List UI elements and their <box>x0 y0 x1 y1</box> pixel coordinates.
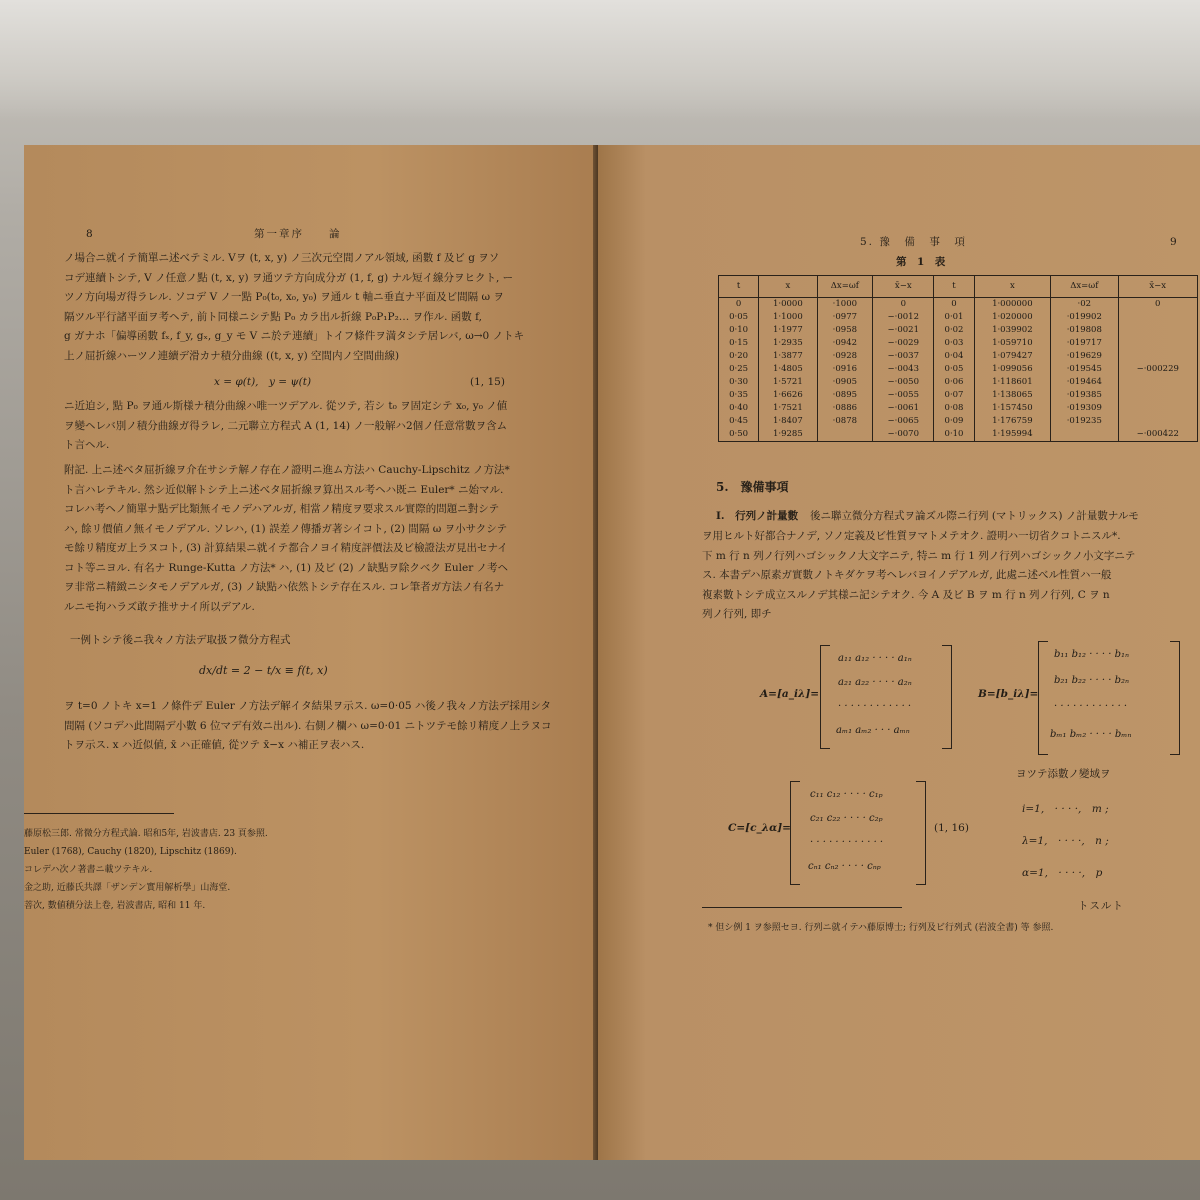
table-cell: 1·3877 <box>759 350 817 363</box>
text-line: ニ近迫シ, 點 P₀ ヲ通ル斯様ナ積分曲線ハ唯一ツデアル. 從ツテ, 若シ t₀ ヲ固定シテ x₀, y₀ ノ値 <box>64 400 508 412</box>
text-line: ト言ヘル. <box>64 439 110 451</box>
footnote: 菩次, 數値積分法上卷, 岩波書店, 昭和 11 年. <box>24 901 206 911</box>
table-cell <box>1118 389 1197 402</box>
matrix-a-row: a₂₁ a₂₂ · · · · a₂ₙ <box>838 677 912 688</box>
right-footnote-rule <box>702 907 902 908</box>
table-row <box>719 324 1198 337</box>
table-cell: 0·35 <box>719 389 759 402</box>
table-cell: 1·7521 <box>759 402 817 415</box>
table-cell: −·0055 <box>873 389 934 402</box>
table-1 <box>718 275 1198 442</box>
table-cell: ·0916 <box>817 363 873 376</box>
table-cell: ·019902 <box>1051 311 1118 324</box>
section-line <box>810 507 1200 527</box>
table-title: 第 1 表 <box>896 256 946 268</box>
example-intro: 一例トシテ後ニ我々ノ方法デ取扱フ微分方程式 <box>70 634 291 646</box>
table-cell: ·019629 <box>1051 350 1118 363</box>
footnote: 金之助, 近藤氏共譯「ザンデン實用解析學」山海堂. <box>24 883 231 893</box>
table-cell: −·0070 <box>873 428 934 442</box>
table-cell: 1·1000 <box>759 311 817 324</box>
table-header-row <box>719 276 1198 298</box>
table-row <box>719 415 1198 428</box>
text-line: モ餘リ精度ガ上ラヌコト, (3) 計算結果ニ就イテ都合ノヨイ精度評價法及ビ檢證法ガ見出セナイ <box>64 542 508 554</box>
footnote: Euler (1768), Cauchy (1820), Lipschitz (1869). <box>24 847 237 857</box>
matrix-a-row: aₘ₁ aₘ₂ · · · aₘₙ <box>836 725 910 736</box>
table-cell: −·0043 <box>873 363 934 376</box>
matrix-a-label: A=[a_iλ]= <box>760 688 820 700</box>
table-cell <box>1051 428 1118 442</box>
matrix-b-row: b₂₁ b₂₂ · · · · b₂ₙ <box>1054 675 1130 686</box>
table-cell: 1·118601 <box>974 376 1051 389</box>
footnote: 藤原松三郎. 常微分方程式論. 昭和5年, 岩波書店. 23 頁参照. <box>24 829 268 839</box>
table-cell: ·0886 <box>817 402 873 415</box>
right-footnote: * 但シ例 1 ヲ参照セヨ. 行列ニ就イテハ藤原博士; 行列及ビ行列式 (岩波全書) 等 参照. <box>708 923 1054 933</box>
table-cell: 1·157450 <box>974 402 1051 415</box>
matrix-c-left-bracket <box>790 781 800 885</box>
matrix-c-row: c₂₁ c₂₂ · · · · c₂ₚ <box>810 813 883 824</box>
col-header: x̄−x <box>1118 276 1197 298</box>
table-cell: 1·099056 <box>974 363 1051 376</box>
equation-2: dx/dt = 2 − t/x ≡ f(t, x) <box>199 664 328 677</box>
table-cell: 0·05 <box>719 311 759 324</box>
table-cell: 1·138065 <box>974 389 1051 402</box>
table-cell: 0 <box>934 298 974 312</box>
table-cell: 0·10 <box>934 428 974 442</box>
table-row <box>719 389 1198 402</box>
matrix-a-row: a₁₁ a₁₂ · · · · a₁ₙ <box>838 653 912 664</box>
example-paragraph <box>64 697 594 756</box>
table-cell: ·019235 <box>1051 415 1118 428</box>
table-cell: 0 <box>873 298 934 312</box>
table-cell: 1·176759 <box>974 415 1051 428</box>
left-footnotes <box>24 825 268 915</box>
table-cell: 0·02 <box>934 324 974 337</box>
table-cell: 0·30 <box>719 376 759 389</box>
footnote: コレデハ次ノ著書ニ載ツテキル. <box>24 865 153 875</box>
table-cell: 1·4805 <box>759 363 817 376</box>
col-header: x <box>974 276 1051 298</box>
equation-1-number: (1, 15) <box>470 376 505 388</box>
equation-number-1-16: (1, 16) <box>934 822 969 834</box>
text-line: ヲ t=0 ノトキ x=1 ノ條件デ Euler ノ方法デ解イタ結果ヲ示ス. ω=0·05 ハ後ノ我々ノ方法デ採用シタ <box>64 700 551 712</box>
table-cell: 0·06 <box>934 376 974 389</box>
matrix-b-right-bracket <box>1170 641 1180 755</box>
table-cell: 0·45 <box>719 415 759 428</box>
matrix-b-label: B=[b_iλ]= <box>978 688 1039 700</box>
text-line: 後ニ聯立微分方程式ヲ論ズル際ニ行列 (マトリックス) ノ計量數ナルモ <box>810 510 1139 522</box>
table-cell: 0·03 <box>934 337 974 350</box>
col-header: t <box>934 276 974 298</box>
table-cell: 0·04 <box>934 350 974 363</box>
footnote-rule <box>24 813 174 814</box>
table-cell <box>817 428 873 442</box>
table-cell: 0 <box>1118 298 1197 312</box>
col-header: x <box>759 276 817 298</box>
text-line: ヲ變ヘレバ別ノ積分曲線ガ得ラレ, 二元聯立方程式 A (1, 14) ノ一般解ハ2個ノ任意常數ヲ含ム <box>64 419 508 432</box>
table-cell: 0·10 <box>719 324 759 337</box>
right-page <box>598 145 1200 1160</box>
table-row <box>719 350 1198 363</box>
table-cell <box>1118 415 1197 428</box>
subsection-lead: I. 行列ノ計量數 <box>716 510 799 522</box>
table-cell: 0·40 <box>719 402 759 415</box>
text-line: 間隔 (ソコデハ此間隔デ小數 6 位マデ有效ニ出ル). 右側ノ欄ハ ω=0·01 ニトツテモ餘リ精度ノ上ラヌコ <box>64 719 552 732</box>
text-line: トヲ示ス. x ハ近似値, x̄ ハ正確値, 從ツテ x̄−x ハ補正ヲ表ハス. <box>64 739 365 751</box>
col-header: x̄−x <box>873 276 934 298</box>
left-paragraph-1 <box>64 249 594 366</box>
table-cell <box>1118 311 1197 324</box>
matrix-c-row: cₙ₁ cₙ₂ · · · · cₙₚ <box>808 861 881 872</box>
table-cell: 0·09 <box>934 415 974 428</box>
left-page <box>24 145 608 1160</box>
right-page-header: 5. 豫 備 事 項 <box>860 236 967 248</box>
table-cell: ·0895 <box>817 389 873 402</box>
index-range: i=1, · · · ·, m ; <box>1022 803 1109 815</box>
table-cell: ·019385 <box>1051 389 1118 402</box>
table-cell: 1·9285 <box>759 428 817 442</box>
matrix-c-label: C=[c_λα]= <box>728 822 791 834</box>
table-cell: 1·039902 <box>974 324 1051 337</box>
table-cell: ·0958 <box>817 324 873 337</box>
left-page-number: 8 <box>86 228 93 240</box>
index-note: ヨツテ添數ノ變域ヲ <box>1016 768 1111 780</box>
matrix-b-row: bₘ₁ bₘ₂ · · · · bₘₙ <box>1050 729 1132 740</box>
table-cell: ·019464 <box>1051 376 1118 389</box>
text-line: 列ノ行列, 即チ <box>702 608 772 620</box>
index-range: λ=1, · · · ·, n ; <box>1022 835 1109 847</box>
table-cell <box>1118 402 1197 415</box>
text-line: ハ, 餘リ價値ノ無イモノデアル. ソレハ, (1) 誤差ノ傳播ガ著シイコト, (2) 間隔 ω ヲ小サクシテ <box>64 522 508 535</box>
matrix-c-row: · · · · · · · · · · · · <box>810 837 884 848</box>
right-page-number: 9 <box>1170 236 1177 248</box>
table-cell: ·0928 <box>817 350 873 363</box>
table-cell: −·0029 <box>873 337 934 350</box>
text-line: ルニモ拘ハラズ敢テ推サナイ所以デアル. <box>64 600 255 613</box>
table-cell: ·019808 <box>1051 324 1118 337</box>
table-cell: −·0065 <box>873 415 934 428</box>
text-line: ヲ非常ニ精緻ニシタモノデアルガ, (3) ノ缺點ハ依然トシテ存在スル. コレ筆者ガ方法ノ有名ナ <box>64 581 505 593</box>
table-cell: 0 <box>719 298 759 312</box>
table-cell: −·000422 <box>1118 428 1197 442</box>
table-cell: 1·2935 <box>759 337 817 350</box>
text-line: ヲ用ヒルト好都合ナノデ, ソノ定義及ビ性質ヲマトメテオク. 證明ハ一切省クコトニスル*. <box>702 530 1121 542</box>
table-cell: 1·079427 <box>974 350 1051 363</box>
table-cell: 0·25 <box>719 363 759 376</box>
table-cell: ·019309 <box>1051 402 1118 415</box>
table-cell: ·0905 <box>817 376 873 389</box>
text-line: g ガナホ「偏導函數 fₓ, f_y, gₓ, g_y モ V ニ於テ連續」トイフ條件ヲ満タシテ居レバ, ω→0 ノトキ <box>64 330 525 342</box>
table-row <box>719 311 1198 324</box>
text-line: 下 m 行 n 列ノ行列ハゴシックノ大文字ニテ, 特ニ m 行 1 列ノ行列ハゴシックノ小文字ニテ <box>702 549 1136 562</box>
text-line: ト言ハレテキル. 然シ近似解トシテ上ニ述べタ屈折線ヲ算出スル考ヘハ既ニ Euler* ニ始マル. <box>64 483 504 496</box>
table-cell: 1·195994 <box>974 428 1051 442</box>
table-cell: ·0878 <box>817 415 873 428</box>
appendix-paragraph <box>64 461 594 617</box>
table-cell: −·0021 <box>873 324 934 337</box>
text-line: ノ場合ニ就イテ簡單ニ述べテミル. Vヲ (t, x, y) ノ三次元空間ノアル領域, 函數 f 及ビ g ヲソ <box>64 252 500 264</box>
matrix-b-row: · · · · · · · · · · · · <box>1054 701 1128 712</box>
table-cell: 0·05 <box>934 363 974 376</box>
table-cell: 1·5721 <box>759 376 817 389</box>
text-line: 上ノ屈折線ハーツノ連續デ滑カナ積分曲線 ((t, x, y) 空間内ノ空間曲線) <box>64 349 400 362</box>
equation-1: x = φ(t), y = ψ(t) <box>214 376 312 388</box>
matrix-c-row: c₁₁ c₁₂ · · · · c₁ₚ <box>810 789 883 800</box>
matrix-a-left-bracket <box>820 645 830 749</box>
table-cell <box>1118 324 1197 337</box>
matrix-b-left-bracket <box>1038 641 1048 755</box>
table-cell: 0·07 <box>934 389 974 402</box>
table-cell: 0·50 <box>719 428 759 442</box>
table-cell <box>1118 337 1197 350</box>
matrix-a-right-bracket <box>942 645 952 749</box>
table-cell: ·02 <box>1051 298 1118 312</box>
table-cell: 0·20 <box>719 350 759 363</box>
col-header: t <box>719 276 759 298</box>
table-row <box>719 363 1198 376</box>
table-cell <box>1118 376 1197 389</box>
table-cell: 1·020000 <box>974 311 1051 324</box>
table-cell: 0·08 <box>934 402 974 415</box>
table-cell: ·0977 <box>817 311 873 324</box>
table-row <box>719 337 1198 350</box>
table-cell: 1·6626 <box>759 389 817 402</box>
table-cell: −·000229 <box>1118 363 1197 376</box>
matrix-c-right-bracket <box>916 781 926 885</box>
text-line: コレハ考ヘノ簡單ナ點デ比類無イモノデハアルガ, 相當ノ精度ヲ要求スル實際的問題ニ對シテ <box>64 503 500 515</box>
table-cell: 1·0000 <box>759 298 817 312</box>
text-line: コデ連續トシテ, V ノ任意ノ點 (t, x, y) ヲ通ツテ方向成分ガ (1, f, g) ナル短イ線分ヲヒクト, ー <box>64 271 514 284</box>
table-row <box>719 298 1198 312</box>
table-cell: ·1000 <box>817 298 873 312</box>
text-line: ツノ方向場ガ得ラレル. ソコデ V ノ一點 P₀(t₀, x₀, y₀) ヲ通ル t 軸ニ垂直ナ平面及ビ間隔 ω ヲ <box>64 291 504 303</box>
table-cell: ·019717 <box>1051 337 1118 350</box>
index-range: α=1, · · · ·, p <box>1022 867 1103 879</box>
table-cell: 1·000000 <box>974 298 1051 312</box>
matrix-a-row: · · · · · · · · · · · · <box>838 701 912 712</box>
index-ranges <box>1022 793 1109 889</box>
section-paragraph <box>702 527 1200 625</box>
text-line: 隔ツル平行諸平面ヲ考ヘテ, 前ト同様ニシテ點 P₀ カラ出ル折線 P₀P₁P₂… ヲ作ル. 函數 f, <box>64 310 482 323</box>
to-suru-text: トスルト <box>1078 900 1124 912</box>
table-cell: ·019545 <box>1051 363 1118 376</box>
table-row <box>719 402 1198 415</box>
section-title: 5. 豫備事項 <box>716 480 789 494</box>
table-cell: −·0050 <box>873 376 934 389</box>
table-cell: 1·1977 <box>759 324 817 337</box>
left-paragraph-2 <box>64 397 594 456</box>
text-line: ス. 本書デハ原素ガ實數ノトキダケヲ考ヘレバヨイノデアルガ, 此處ニ述べル性質ハ一般 <box>702 569 1112 581</box>
table-cell: 0·01 <box>934 311 974 324</box>
table-cell: −·0037 <box>873 350 934 363</box>
table-cell: 1·8407 <box>759 415 817 428</box>
matrix-b-row: b₁₁ b₁₂ · · · · b₁ₙ <box>1054 649 1130 660</box>
col-header: Δx=ωf <box>817 276 873 298</box>
table-cell: 0·15 <box>719 337 759 350</box>
table-row <box>719 428 1198 442</box>
text-line: 附記. 上ニ述べタ屈折線ヲ介在サシテ解ノ存在ノ證明ニ進ム方法ハ Cauchy-Lipschitz ノ方法* <box>64 464 510 476</box>
text-line: 複素數トシテ成立スルノデ其様ニ記シテオク. 今 A 及ビ B ヲ m 行 n 列ノ行列, C ヲ n <box>702 588 1110 601</box>
col-header: Δx=ωf <box>1051 276 1118 298</box>
table-cell: 1·059710 <box>974 337 1051 350</box>
text-line: コト等ニヨル. 有名ナ Runge-Kutta ノ方法* ハ, (1) 及ビ (2) ノ缺點ヲ除クベク Euler ノ考ヘ <box>64 561 509 574</box>
background-glare <box>0 0 1200 120</box>
table-cell: −·0061 <box>873 402 934 415</box>
table-cell: −·0012 <box>873 311 934 324</box>
table-row <box>719 376 1198 389</box>
left-page-header: 第一章序 論 <box>254 228 342 240</box>
table-cell: ·0942 <box>817 337 873 350</box>
table-cell <box>1118 350 1197 363</box>
